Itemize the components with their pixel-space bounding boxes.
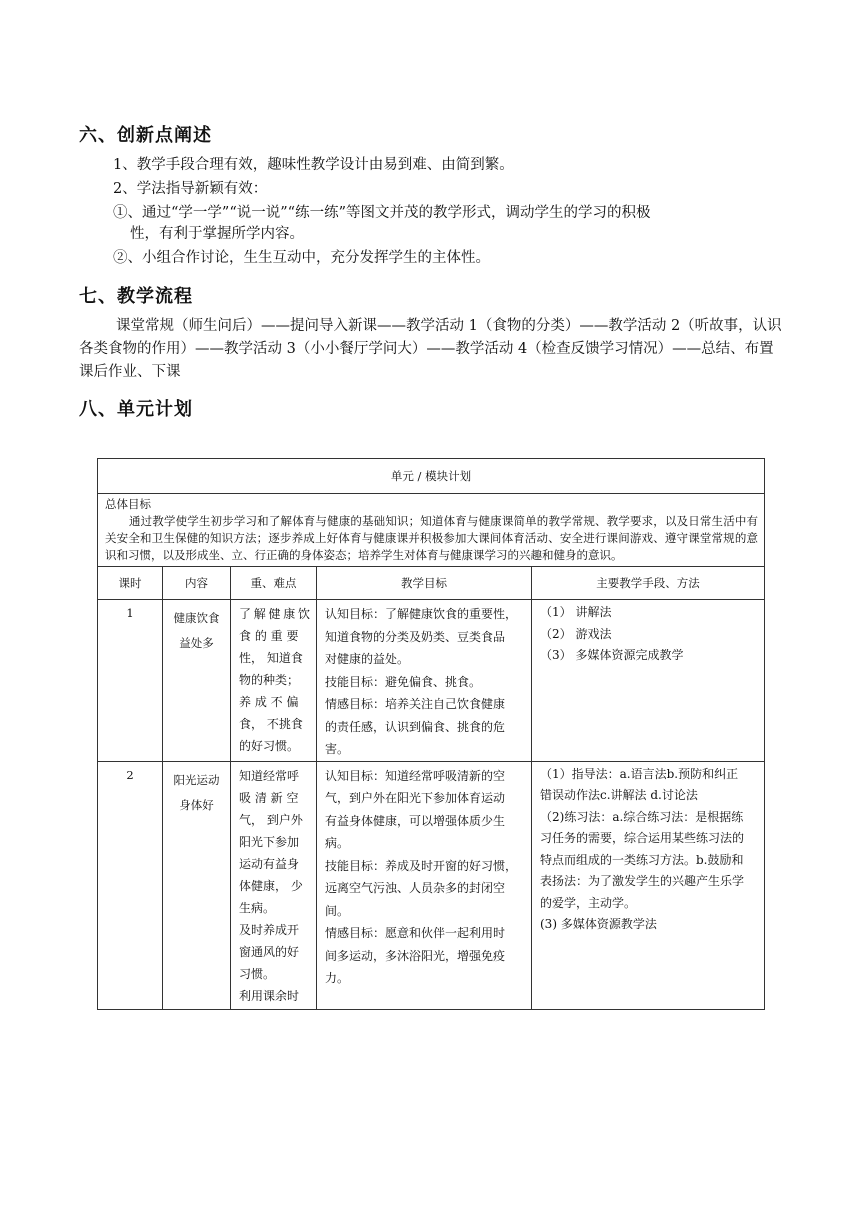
s6-line-4: 性，有利于掌握所学内容。 [130,226,304,242]
goal-text: 通过教学使学生初步学习和了解体育与健康的基础知识；知道体育与健康课简单的教学常规、教学要求，以及日常生活中有关安全和卫生保健的知识方法；逐步养成上好体育与健康课并积极参加大课间体育活动、安全进行课间游戏、遵守课堂常规的意识和习惯，以及形成坐、立、行正确的身体姿态；培养学生对体育与健康课学习的兴趣和健身的意识。 [105,514,759,562]
row2-content: 阳光运动 身体好 [163,761,231,1009]
row1-objectives: 认知目标：了解健康饮食的重要性， 知道食物的分类及奶类、豆类食品 对健康的益处。 技能目标：避免偏食、挑食。 情感目标：培养关注自己饮食健康 的责任感，认识到偏食、挑食的危 害。 [317,600,532,762]
section-8-title: 八、单元计划 [79,399,193,420]
row2-methods: （1）指导法：a.语言法b.预防和纠正 错误动作法c.讲解法 d.讨论法 （2)练习法：a.综合练习法：是根据练 习任务的需要，综合运用某些练习法的 特点而组成的一类练习方法。b.鼓励和 表扬法：为了激发学生的兴趣产生乐学 的爱学，主动学。 (3) 多媒体资源教学法 [532,761,765,1009]
row1-content: 健康饮食 益处多 [163,600,231,762]
section-6-title: 六、创新点阐述 [79,125,212,146]
row2-period: 2 [98,761,163,1009]
header-methods: 主要教学手段、方法 [532,567,765,600]
row1-methods: （1） 讲解法 （2） 游戏法 （3） 多媒体资源完成教学 [532,600,765,762]
s6-line-2: 2、学法指导新颖有效： [113,181,268,197]
overall-goal-cell [98,494,765,567]
goal-label: 总体目标 [105,497,151,511]
header-objectives: 教学目标 [317,567,532,600]
table-header-row [98,567,765,600]
section-7-title: 七、教学流程 [79,286,193,307]
table-row [98,600,765,762]
s6-line-5: ②、小组合作讨论，生生互动中，充分发挥学生的主体性。 [113,250,490,266]
s7-paragraph: 课堂常规（师生问后）——提问导入新课——教学活动 1（食物的分类）——教学活动 2（听故事，认识各类食物的作用）——教学活动 3（小小餐厅学问大）——教学活动 4（检查反馈学习情况）——总结、布置课后作业、下课 [79,318,782,380]
header-content: 内容 [163,567,231,600]
row2-objectives: 认知目标：知道经常呼吸清新的空 气，到户外在阳光下参加体育运动 有益身体健康，可以增强体质少生 病。 技能目标：养成及时开窗的好习惯， 远离空气污浊、人员杂多的封闭空 间。 情感目标：愿意和伙伴一起利用时 间多运动，多沐浴阳光，增强免疫 力。 [317,761,532,1009]
row2-difficulty: 知道经常呼 吸 清 新 空 气， 到户外 阳光下参加 运动有益身 体健康， 少 生病。 及时养成开 窗通风的好 习惯。 利用课余时 [231,761,317,1009]
table-row [98,761,765,1009]
unit-plan-table [97,458,765,1010]
row1-difficulty: 了解健康饮 食 的 重 要 性， 知道食 物的种类； 养 成 不 偏 食， 不挑食 的好习惯。 [231,600,317,762]
table-title: 单元 / 模块计划 [98,459,765,494]
header-period: 课时 [98,567,163,600]
s6-line-3: ①、通过“学一学”“说一说”“练一练”等图文并茂的教学形式，调动学生的学习的积极 [113,205,651,221]
header-difficulty: 重、难点 [231,567,317,600]
s6-line-1: 1、教学手段合理有效，趣味性教学设计由易到难、由简到繁。 [113,157,514,173]
row1-period: 1 [98,600,163,762]
